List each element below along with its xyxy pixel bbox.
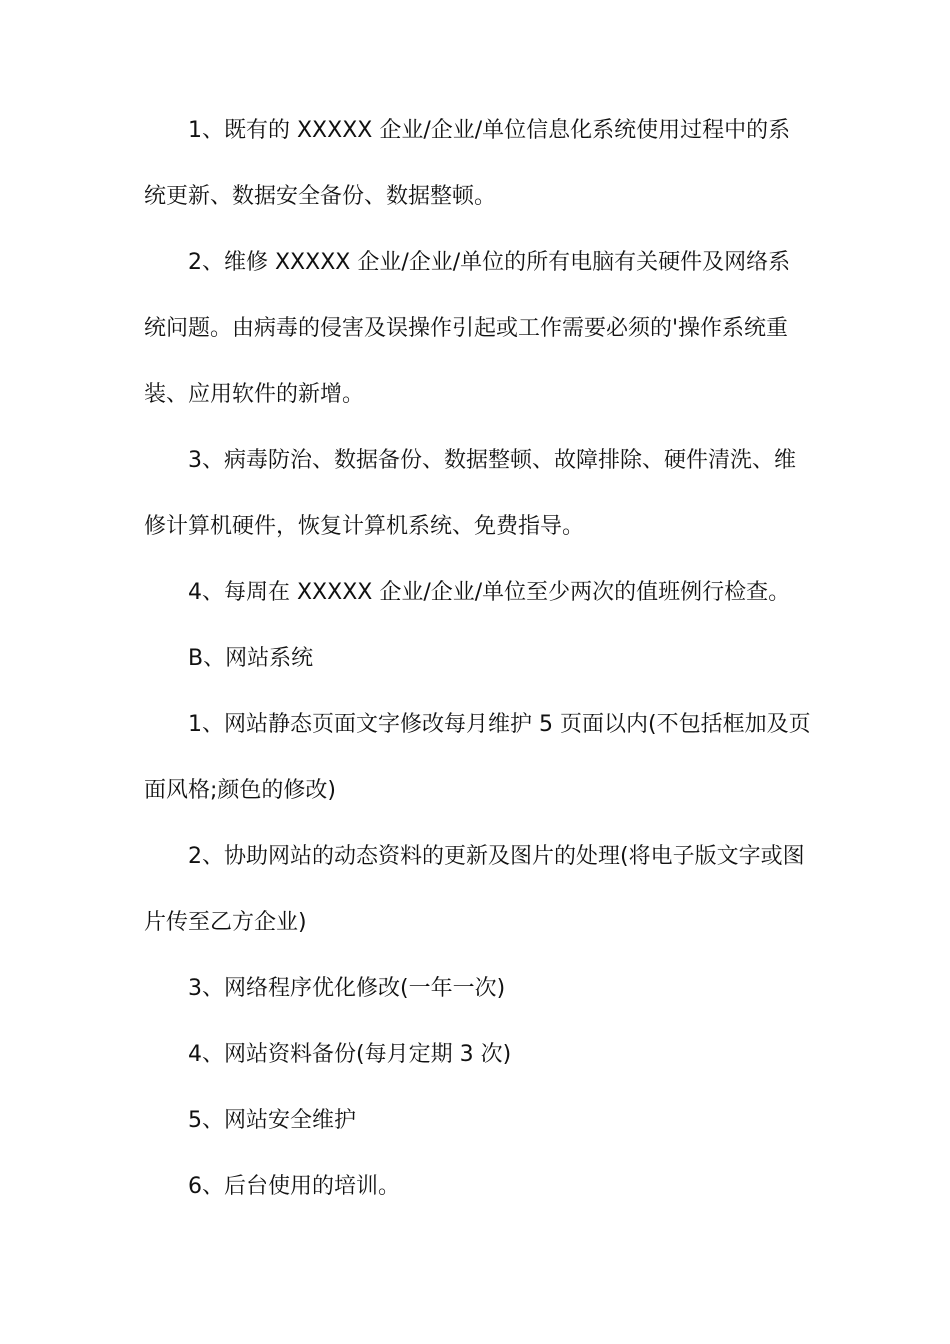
paragraph-program-optimization: 3、网络程序优化修改(一年一次) [188,976,506,1001]
paragraph-security-maintenance: 5、网站安全维护 [188,1108,356,1133]
paragraph-virus-prevention: 3、病毒防治、数据备份、数据整顿、故障排除、硬件清洗、维修计算机硬件，恢复计算机系统、免费指导。 [144,448,796,539]
paragraph-dynamic-content-update: 2、协助网站的动态资料的更新及图片的处理(将电子版文字或图片传至乙方企业) [144,844,805,935]
paragraph-weekly-check: 4、每周在 XXXXX 企业/企业/单位至少两次的值班例行检查。 [188,580,791,605]
section-heading-website-system: B、网站系统 [188,646,314,671]
paragraph-static-page-edit: 1、网站静态页面文字修改每月维护 5 页面以内(不包括框加及页面风格;颜色的修改) [144,712,811,803]
paragraph-backend-training: 6、后台使用的培训。 [188,1174,400,1199]
paragraph-hardware-repair: 2、维修 XXXXX 企业/企业/单位的所有电脑有关硬件及网络系统问题。由病毒的侵害及误操作引起或工作需要必须的'操作系统重装、应用软件的新增。 [144,250,791,407]
paragraph-website-backup: 4、网站资料备份(每月定期 3 次) [188,1042,512,1067]
document-body [144,98,812,1220]
paragraph-system-update: 1、既有的 XXXXX 企业/企业/单位信息化系统使用过程中的系统更新、数据安全备份、数据整顿。 [144,118,791,209]
